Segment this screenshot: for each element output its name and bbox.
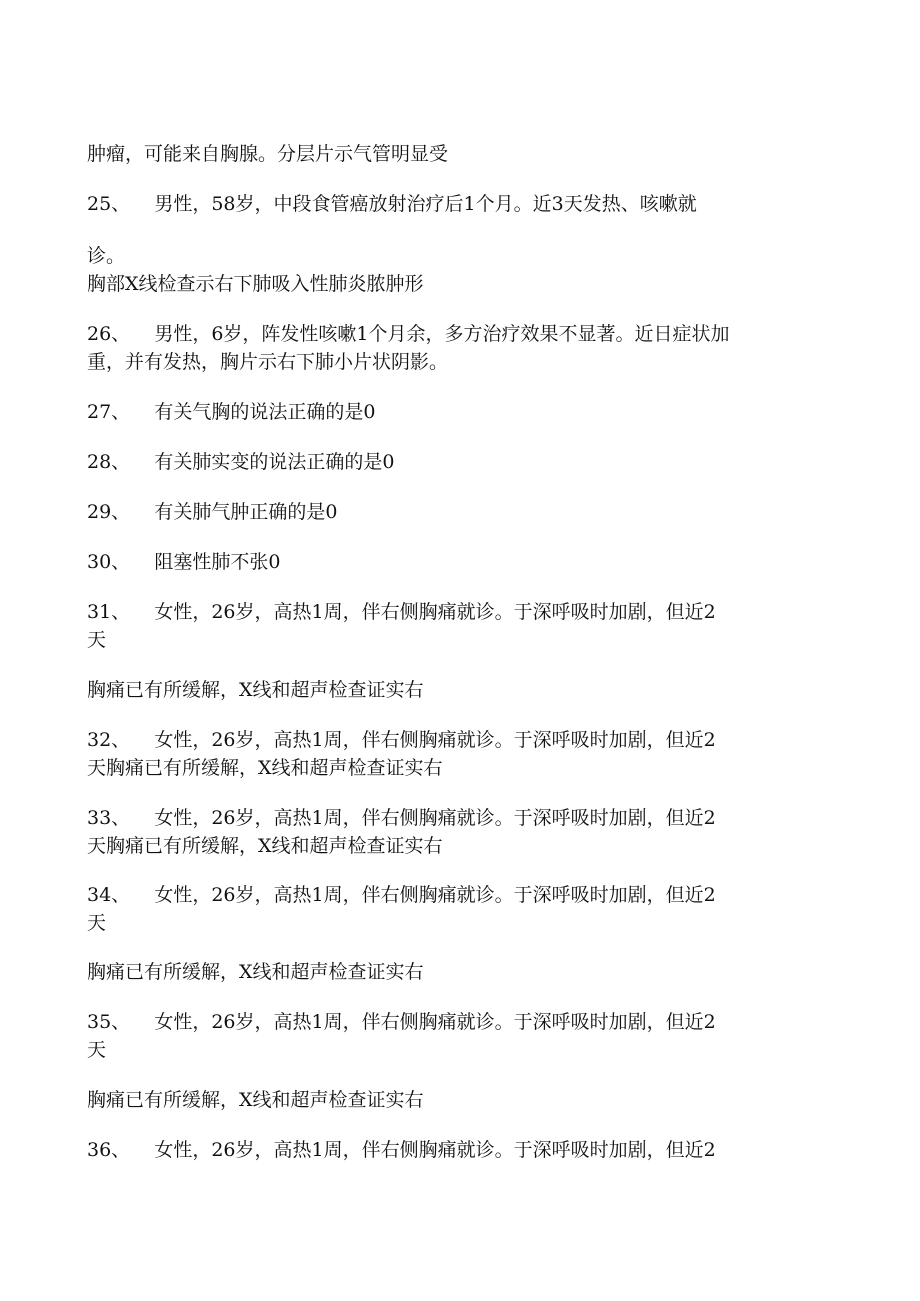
question-35-line-1: 35、 女性，26岁，高热1周，伴右侧胸痛就诊。于深呼吸时加剧，但近2: [87, 1011, 716, 1033]
question-34-line-2: 天: [87, 912, 107, 934]
question-31-line-3: 胸痛已有所缓解，X线和超声检查证实右: [87, 679, 424, 701]
question-26-line-2: 重，并有发热，胸片示右下肺小片状阴影。: [87, 351, 449, 373]
question-34-line-3: 胸痛已有所缓解，X线和超声检查证实右: [87, 961, 424, 983]
question-27: 27、 有关气胸的说法正确的是0: [87, 401, 376, 423]
question-32-line-1: 32、 女性，26岁，高热1周，伴右侧胸痛就诊。于深呼吸时加剧，但近2: [87, 729, 716, 751]
question-25-line-2: 诊。: [87, 245, 126, 267]
question-35-line-2: 天: [87, 1039, 107, 1061]
question-26-line-1: 26、 男性，6岁，阵发性咳嗽1个月余，多方治疗效果不显著。近日症状加: [87, 323, 730, 345]
question-31-line-2: 天: [87, 629, 107, 651]
question-33-line-1: 33、 女性，26岁，高热1周，伴右侧胸痛就诊。于深呼吸时加剧，但近2: [87, 807, 716, 829]
question-25-line-1: 25、 男性，58岁，中段食管癌放射治疗后1个月。近3天发热、咳嗽就: [87, 193, 697, 215]
question-33-line-2: 天胸痛已有所缓解，X线和超声检查证实右: [87, 835, 443, 857]
question-34-line-1: 34、 女性，26岁，高热1周，伴右侧胸痛就诊。于深呼吸时加剧，但近2: [87, 884, 716, 906]
question-31-line-1: 31、 女性，26岁，高热1周，伴右侧胸痛就诊。于深呼吸时加剧，但近2: [87, 601, 716, 623]
question-28: 28、 有关肺实变的说法正确的是0: [87, 451, 395, 473]
question-25-line-3: 胸部X线检查示右下肺吸入性肺炎脓肿形: [87, 273, 424, 295]
question-29: 29、 有关肺气肿正确的是0: [87, 501, 338, 523]
text-line: 肿瘤，可能来自胸腺。分层片示气管明显受: [87, 143, 449, 165]
question-30: 30、 阻塞性肺不张0: [87, 551, 281, 573]
question-36-line-1: 36、 女性，26岁，高热1周，伴右侧胸痛就诊。于深呼吸时加剧，但近2: [87, 1139, 716, 1161]
question-32-line-2: 天胸痛已有所缓解，X线和超声检查证实右: [87, 757, 443, 779]
question-35-line-3: 胸痛已有所缓解，X线和超声检查证实右: [87, 1089, 424, 1111]
